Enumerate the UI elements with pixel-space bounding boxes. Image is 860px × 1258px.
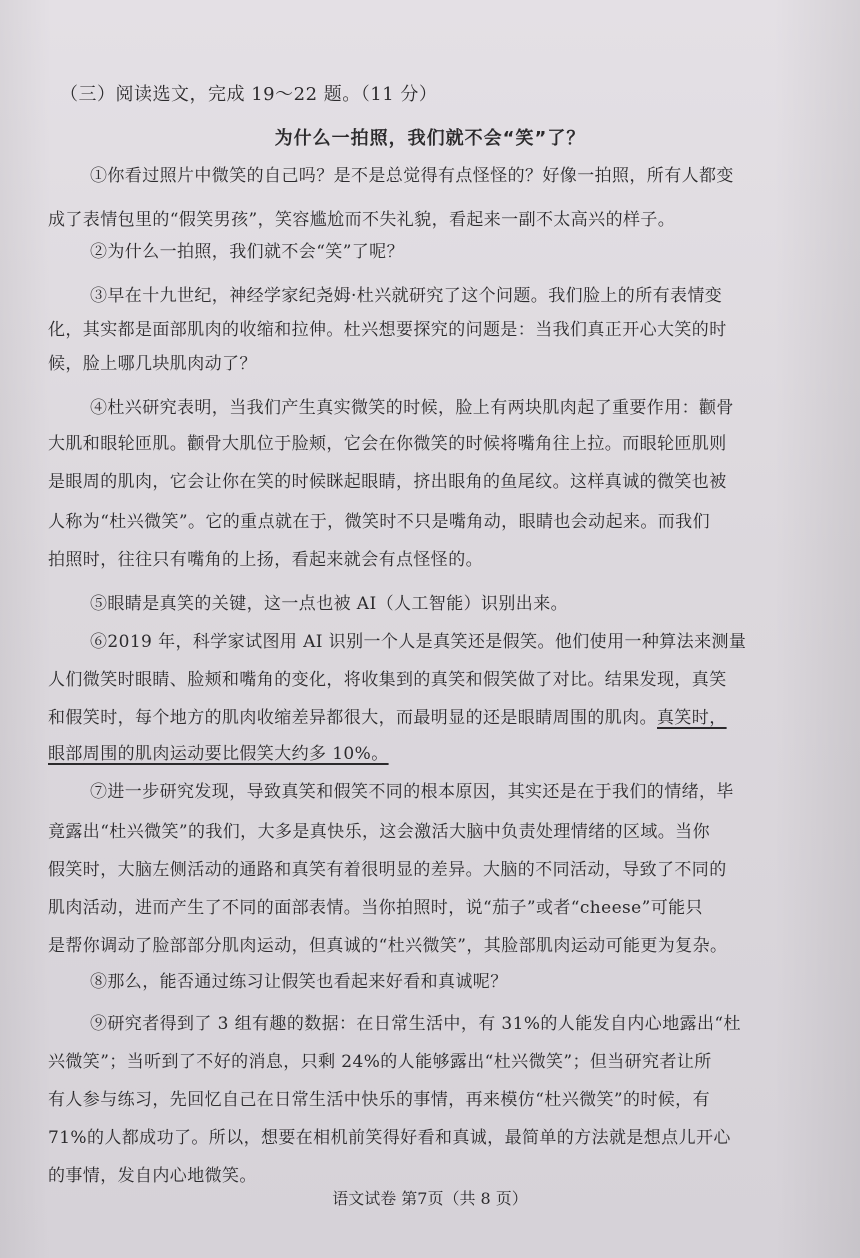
paragraph-6-line-3	[48, 706, 727, 730]
paragraph-7-line-3: 假笑时，大脑左侧活动的通路和真笑有着很明显的差异。大脑的不同活动，导致了不同的	[48, 860, 727, 880]
page-footer: 语文试卷 第7页（共 8 页）	[332, 1189, 528, 1208]
paragraph-7-line-2: 竟露出“杜兴微笑”的我们，大多是真快乐，这会激活大脑中负责处理情绪的区域。当你	[48, 822, 710, 842]
paragraph-7-line-5: 是帮你调动了脸部部分肌肉运动，但真诚的“杜兴微笑”，其脸部肌肉运动可能更为复杂。	[48, 936, 728, 956]
paragraph-7-line-4: 肌肉活动，进而产生了不同的面部表情。当你拍照时，说“茄子”或者“cheese”可能只	[48, 898, 703, 918]
underlined-sentence-part-2: 眼部周围的肌肉运动要比假笑大约多 10%。	[48, 744, 389, 764]
paragraph-7-line-1: ⑦进一步研究发现，导致真笑和假笑不同的根本原因，其实还是在于我们的情绪，毕	[90, 782, 734, 802]
paragraph-9-line-2: 兴微笑”；当听到了不好的消息，只剩 24%的人能够露出“杜兴微笑”；但当研究者让所	[48, 1052, 712, 1072]
paragraph-3-line-2: 化，其实都是面部肌肉的收缩和拉伸。杜兴想要探究的问题是：当我们真正开心大笑的时	[48, 320, 727, 340]
article-title: 为什么一拍照，我们就不会“笑”了？	[274, 128, 586, 149]
paragraph-8-line-1: ⑧那么，能否通过练习让假笑也看起来好看和真诚呢？	[90, 972, 508, 992]
paragraph-1-line-1: ①你看过照片中微笑的自己吗？是不是总觉得有点怪怪的？好像一拍照，所有人都变	[90, 166, 734, 186]
paragraph-6-line-3-text: 和假笑时，每个地方的肌肉收缩差异都很大，而最明显的还是眼睛周围的肌肉。	[48, 708, 657, 728]
section-heading: （三）阅读选文，完成 19～22 题。（11 分）	[60, 84, 438, 105]
paragraph-6-line-2: 人们微笑时眼睛、脸颊和嘴角的变化，将收集到的真笑和假笑做了对比。结果发现，真笑	[48, 670, 727, 690]
paragraph-9-line-3: 有人参与练习，先回忆自己在日常生活中快乐的事情，再来模仿“杜兴微笑”的时候，有	[48, 1090, 710, 1110]
paragraph-6-line-1: ⑥2019 年，科学家试图用 AI 识别一个人是真笑还是假笑。他们使用一种算法来测量	[90, 632, 747, 652]
paragraph-3-line-1: ③早在十九世纪，神经学家纪尧姆·杜兴就研究了这个问题。我们脸上的所有表情变	[90, 286, 723, 306]
paragraph-4-line-5: 拍照时，往往只有嘴角的上扬，看起来就会有点怪怪的。	[48, 550, 483, 570]
paragraph-4-line-3: 是眼周的肌肉，它会让你在笑的时候眯起眼睛，挤出眼角的鱼尾纹。这样真诚的微笑也被	[48, 472, 727, 492]
paragraph-4-line-2: 大肌和眼轮匝肌。颧骨大肌位于脸颊，它会在你微笑的时候将嘴角往上拉。而眼轮匝肌则	[48, 434, 727, 454]
paragraph-3-line-3: 候，脸上哪几块肌肉动了？	[48, 354, 257, 374]
paragraph-9-line-1: ⑨研究者得到了 3 组有趣的数据：在日常生活中，有 31%的人能发自内心地露出“杜	[90, 1014, 741, 1034]
underlined-sentence-part-1: 真笑时，	[657, 708, 727, 728]
paragraph-4-line-4: 人称为“杜兴微笑”。它的重点就在于，微笑时不只是嘴角动，眼睛也会动起来。而我们	[48, 512, 710, 532]
paragraph-5-line-1: ⑤眼睛是真笑的关键，这一点也被 AI（人工智能）识别出来。	[90, 594, 568, 614]
paragraph-9-line-5: 的事情，发自内心地微笑。	[48, 1166, 257, 1186]
paragraph-4-line-1: ④杜兴研究表明，当我们产生真实微笑的时候，脸上有两块肌肉起了重要作用：颧骨	[90, 398, 734, 418]
paragraph-2-line-1: ②为什么一拍照，我们就不会“笑”了呢？	[90, 242, 404, 262]
paragraph-1-line-2: 成了表情包里的“假笑男孩”，笑容尴尬而不失礼貌，看起来一副不太高兴的样子。	[48, 210, 676, 230]
paragraph-9-line-4: 71%的人都成功了。所以，想要在相机前笑得好看和真诚，最简单的方法就是想点儿开心	[48, 1128, 731, 1148]
